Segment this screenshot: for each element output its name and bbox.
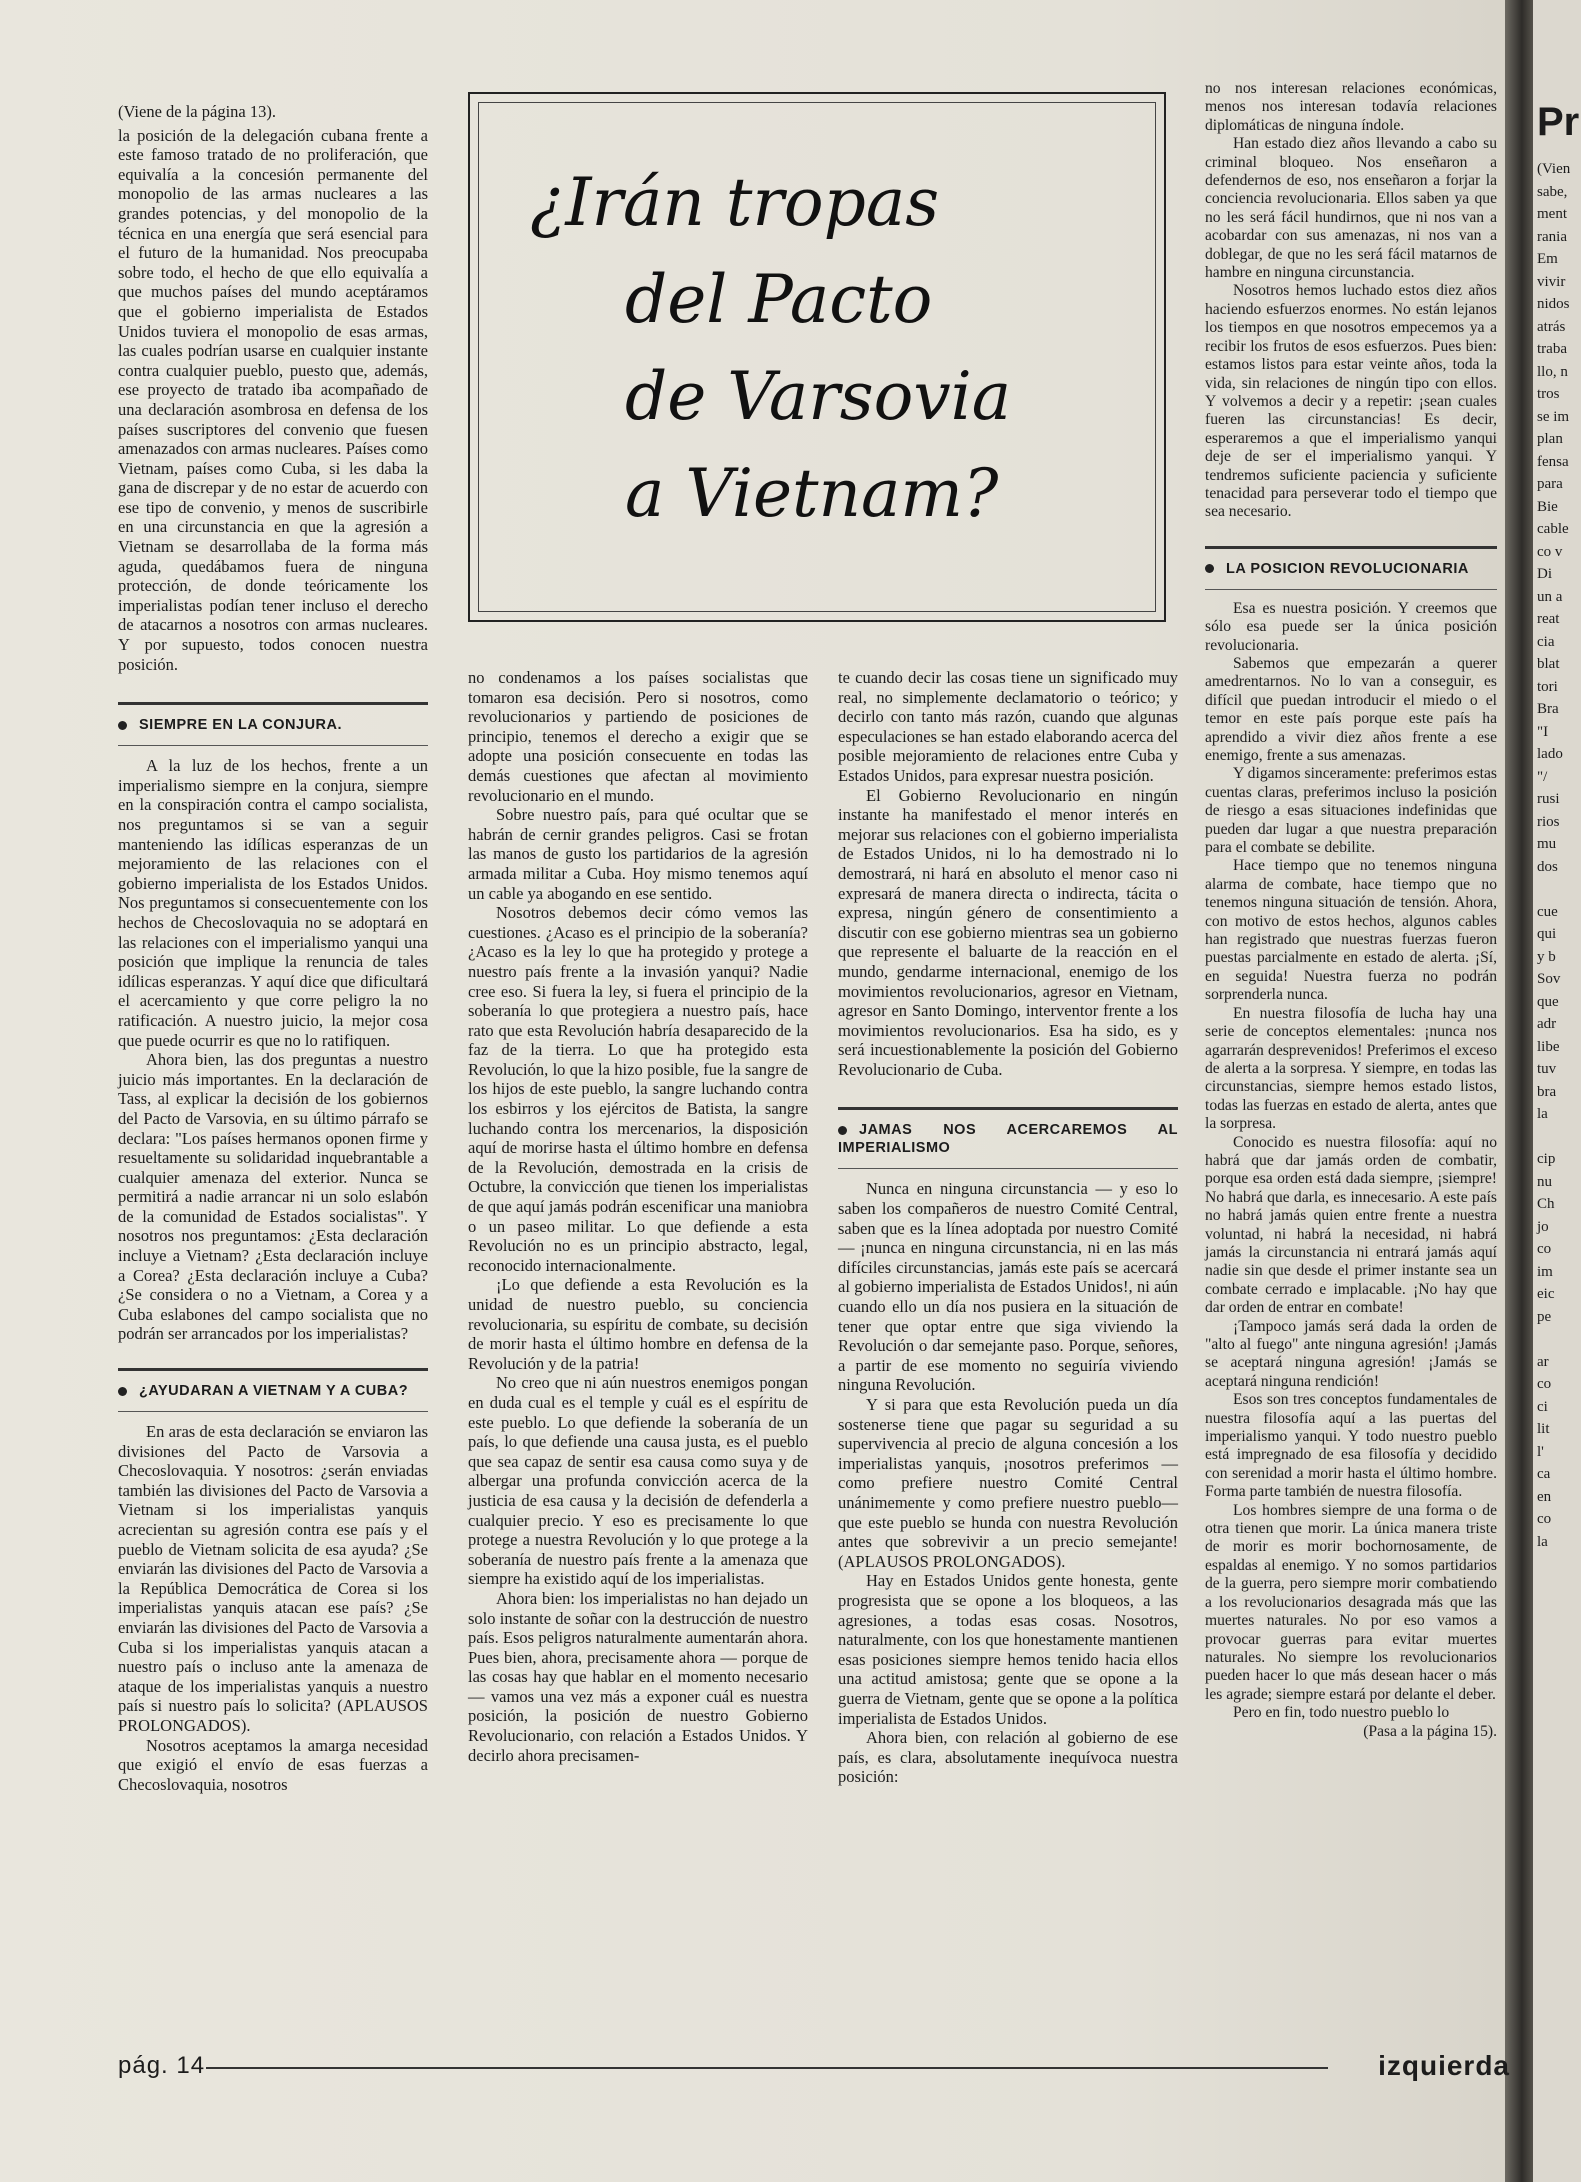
headline-box (468, 92, 1166, 622)
section-heading-posicion: LA POSICION REVOLUCIONARIA (1205, 560, 1497, 578)
continued-from-note: (Viene de la página 13). (118, 102, 276, 121)
paragraph: Nosotros hemos luchado estos diez años haciendo esfuerzos enormes. No están lejanos los tiempos en que nosotros empecemos ya a recibir los frutos de esos esfuerzos. Pues bien: estamos listos para estar veinte años, toda la vida, sin relaciones de ningún tipo con ellos. Y volvemos a decir y a repetir: ¡sean cuales fueren las circunstancias! Es decir, esperaremos a que el imperialismo yanqui deje de ser el imperialismo yanqui. Y tendremos suficiente paciencia y suficiente tenacidad para perseverar todo el tiempo que sea necesario. (1205, 282, 1497, 521)
paragraph: Esos son tres conceptos fundamentales de nuestra filosofía aquí a las puertas del imperialismo yanqui. Y todo nuestro pueblo está impregnado de esa filosofía y decidido con serenidad a morir hasta el último hombre. Forma parte también de nuestra filosofía. (1205, 1391, 1497, 1501)
paragraph: El Gobierno Revolucionario en ningún instante ha manifestado el menor interés en mejorar sus relaciones con el gobierno imperialista de Estados Unidos, ni lo ha demostrado ni lo demostrará, ni hará en absoluto el menor caso ni expresará de manera directa o indirecta, tácita o expresa, ningún género de consentimiento a discutir con ese gobierno mientras sea un gobierno que represente el baluarte de la reacción en el mundo, gendarme internacional, enemigo de los movimientos revolucionarios, agresor en Vietnam, agresor en Santo Domingo, interventor frente a los movimientos revolucionarios. Esa ha sido, es y será incuestionablemente la posición del Gobierno Revolucionario de Cuba. (838, 785, 1178, 1079)
column-4 (1205, 80, 1497, 1741)
footer-rule (206, 2067, 1328, 2069)
magazine-name: izquierda (1378, 2050, 1510, 2081)
paragraph: Han estado diez años llevando a cabo su criminal bloqueo. Nos enseñaron a defendernos de eso, nos enseñaron a forjar la conciencia revolucionaria. Ellos saben ya que no les será fácil hundirnos, que ni nos van a acobardar con sus amenazas, ni nos van a doblegar, de que no les será fácil matarnos de hambre en ninguna circunstancia. (1205, 135, 1497, 282)
paragraph: En nuestra filosofía de lucha hay una serie de conceptos elementales: ¡nunca nos agarrarán desprevenidos! Preferimos el exceso de alerta a la sorpresa. Y siempre, en todas las circunstancias, siempre hemos estado listos, todas las fuerzas en estado de alerta, antes que la sorpresa. (1205, 1004, 1497, 1133)
paragraph: ¡Lo que defiende a esta Revolución es la unidad de nuestro pueblo, su conciencia revolucionaria, su espíritu de combate, su decisión de morir hasta el último hombre en defensa de la Revolución y de la patria! (468, 1275, 808, 1373)
paragraph: Los hombres siempre de una forma o de otra tienen que morir. La única manera triste de morir es morir bochornosamente, de espaldas al enemigo. Y no somos partidarios de la guerra, pero siempre morir combatiendo a los revolucionarios desagrada más que las muertes naturales. No por eso vamos a provocar guerras para evitar muertes naturales. No siempre los revolucionarios pueden hacer lo que más desean hacer o más les agrade; siempre estará por delante el deber. (1205, 1501, 1497, 1703)
headline-line: ¿Irán tropas (530, 164, 940, 241)
paragraph: Y digamos sinceramente: preferimos estas cuentas claras, preferimos incluso la posición de riesgo a esas situaciones indefinidas que pueden dar lugar a que nuestra preparación para el combate se debilite. (1205, 765, 1497, 857)
paragraph: te cuando decir las cosas tiene un significado muy real, no simplemente declamatorio o teórico; y decirlo con tanto más razón, cuando que algunas especulaciones se han estado elaborando acerca del posible mejoramiento de relaciones entre Cuba y Estados Unidos, para expresar nuestra posición. (838, 668, 1178, 785)
bullet-icon (1205, 564, 1214, 573)
bullet-icon (118, 1387, 127, 1396)
paragraph: Pero en fin, todo nuestro pueblo lo (1233, 1704, 1450, 1722)
headline-line: del Pacto (625, 261, 933, 338)
continued-on-note: (Pasa a la página 15). (1363, 1722, 1497, 1740)
paragraph: Nunca en ninguna circunstancia — y eso lo saben los compañeros de nuestro Comité Central, saben que es la línea adoptada por nuestro Comité — ¡nunca en ninguna circunstancia, ni en las más difíciles circunstancias, jamás este país se acercará al gobierno imperialista de Estados Unidos!, ni aún cuando ello un día nos pusiera en la situación de tener que optar entre que siga viviendo la Revolución o dar semejante paso. Porque, señores, a partir de ese momento no seguiría viviendo ninguna Revolución. (838, 1179, 1178, 1395)
paragraph: no nos interesan relaciones económicas, menos nos interesan todavía relaciones diplomáticas de ninguna índole. (1205, 80, 1497, 134)
paragraph: Ahora bien, con relación al gobierno de ese país, es clara, absolutamente inequívoca nuestra posición: (838, 1728, 1178, 1787)
paragraph: Nosotros debemos decir cómo vemos las cuestiones. ¿Acaso es el principio de la soberanía? ¿Acaso es la ley lo que ha protegido y protege a nuestro país frente a la invasión yanqui? Nadie cree eso. Si fuera la ley, si fuera el principio de la soberanía lo que protegiera a nuestro país, hace rato que esta Revolución habría desaparecido de la faz de la tierra. Lo que ha protegido esta Revolución, lo que la hizo posible, fue la sangre de los hijos de este pueblo, la sangre luchando contra los esbirros y los ejércitos de Batista, la sangre luchando contra los mercenarios, la disposición aquí de morirse hasta el último hombre en defensa de la Revolución, demostrada en la crisis de Octubre, la convicción que tienen los imperialistas de que aquí jamás podrán escenificar una maniobra o un paseo militar. Lo que defiende a esta Revolución no es un principio abstracto, legal, reconocido internacionalmente. (468, 903, 808, 1275)
next-page-text-fragments: (Vien sabe, ment rania Em vivir nidos atrás traba llo, n tros se im plan fensa para Bie cable co v Di un a reat cia blat tori Bra "I lado "/ rusi rios mu dos cue qui y b Sov que adr libe tuv bra la cip nu Ch jo co im eic pe ar co ci lit l' ca en co la (1537, 161, 1571, 1550)
bullet-icon (118, 721, 127, 730)
paragraph: la posición de la delegación cubana frente a este famoso tratado de no proliferación, que equivalía a la concesión permanente del monopolio de las armas nucleares a las grandes potencias, y del monopolio de la técnica en una energía que será esencial para el futuro de la humanidad. Nos preocupaba sobre todo, el hecho de que ello equivalía a que muchos países del mundo aceptáramos que el gobierno imperialista de Estados Unidos tuviera el monopolio de esas armas, las cuales podrían usarse en cualquier instante contra cualquier pueblo, puesto que, además, ese proyecto de tratado iba acompañado de una declaración asombrosa en defensa de los países suscriptores del convenio que fuesen amenazados con armas nucleares. Países como Vietnam, países como Cuba, si les daba la gana de discrepar y de no estar de acuerdo con ese tipo de convenio, y menos de suscribirle en una circunstancia en que la agresión a Vietnam se desarrollaba de la forma más aguda, quedábamos fuera de ninguna protección, de donde teóricamente los imperialistas podían tener incluso el derecho de atacarnos a nosotros con armas nucleares. Y por supuesto, todos conocen nuestra posición. (118, 125, 428, 674)
column-2 (468, 668, 808, 1765)
column-1 (118, 102, 428, 1794)
paragraph: Nosotros aceptamos la amarga necesidad que exigió el envío de esas fuerzas a Checoslovaquia, nosotros (118, 1735, 428, 1794)
paragraph: ¡Tampoco jamás será dada la orden de "alto al fuego" ante ninguna agresión! ¡Jamás se aceptará ninguna agresión! ¡Jamás se aceptará ninguna rendición! (1205, 1317, 1497, 1390)
headline-line: de Varsovia (625, 358, 1012, 435)
next-page-edge (1533, 0, 1581, 2182)
paragraph: no condenamos a los países socialistas que tomaron esa decisión. Pero si nosotros, como revolucionarios y partiendo de posiciones de principio, tenemos el derecho a exigir que se adopte una posición consecuente en todas las demás cuestiones que afectan al movimiento revolucionario en el mundo. (468, 668, 808, 805)
section-heading-conjura: SIEMPRE EN LA CONJURA. (118, 716, 428, 734)
paragraph: Sabemos que empezarán a querer amedrentarnos. No lo van a conseguir, es difícil que puedan introducir el miedo o el temor en este país porque este país ha aprendido a vivir diez años frente a ese enemigo, frente a sus amenazas. (1205, 654, 1497, 764)
paragraph: Conocido es nuestra filosofía: aquí no habrá que dar jamás orden de combatir, porque esa orden está dada siempre, ¡siempre! No habrá que darla, es innecesario. A este país no habrá jamás quien entre frente a nuestra voluntad, ni habrá la necesidad, ni habrá jamás la circunstancia ni entrará jamás aquí nadie sin que desde el primer instante sea un combate cerrado e implacable. ¡No hay que dar orden de entrar en combate! (1205, 1133, 1497, 1317)
paragraph: Hace tiempo que no tenemos ninguna alarma de combate, hace tiempo que no tenemos ninguna situación de tensión. Ahora, con motivo de estos hechos, algunos cables han registrado que nuestras fuerzas fueron puestas parcialmente en estado de alerta. ¡Sí, en seguida! Nuestra fuerza no podrán sorprenderla nunca. (1205, 857, 1497, 1004)
paragraph: Hay en Estados Unidos gente honesta, gente progresista que se opone a los bloqueos, a las agresiones, a todas esas cosas. Nosotros, naturalmente, con los que honestamente mantienen esas posiciones siempre hemos tenido hacia ellos una actitud amistosa; gente que se opone a la guerra de Vietnam, gente que se opone a la política imperialista de Estados Unidos. (838, 1571, 1178, 1728)
page-number: pág. 14 (118, 2052, 206, 2079)
section-heading-jamas: JAMAS NOS ACERCAREMOS AL IMPERIALISMO (838, 1121, 1178, 1157)
page-binding-shadow (1505, 0, 1533, 2182)
paragraph: Esa es nuestra posición. Y creemos que sólo esa puede ser la única posición revolucionaria. (1205, 599, 1497, 654)
paragraph: En aras de esta declaración se enviaron las divisiones del Pacto de Varsovia a Checoslovaquia. Y nosotros: ¿serán enviadas también las divisiones del Pacto de Varsovia a Vietnam si los imperialistas yanquis acrecientan su agresión contra ese país y el pueblo de Vietnam solicita de esa ayuda? ¿Se enviarán las divisiones del Pacto de Varsovia a la República Democrática de Corea si los imperialistas yanquis atacan ese país? ¿Se enviarán las divisiones del Pacto de Varsovia a Cuba si los imperialistas yanquis atacan a nuestro país o incluso ante la amenaza de ataque de los imperialistas yanquis a nuestro país si nuestro país lo solicita? (APLAUSOS PROLONGADOS). (118, 1422, 428, 1735)
paragraph: No creo que ni aún nuestros enemigos pongan en duda cual es el temple y cuál es el espíritu de este pueblo. Lo que defiende la soberanía de un país, lo que defiende una causa justa, es el pueblo que sea capaz de sentir esa causa como suya y de albergar una profunda convicción acerca de la justicia de esa causa y la decisión de defenderla a cualquier precio. Y eso es precisamente lo que protege a nuestra Revolución y lo que protege a la soberanía de nuestro país frente a la amenaza que siempre ha existido aquí de los imperialistas. (468, 1373, 808, 1589)
next-page-title-fragment: Pr (1537, 100, 1580, 144)
headline (530, 154, 1130, 542)
paragraph: Sobre nuestro país, para qué ocultar que se habrán de cernir grandes peligros. Casi se frotan las manos de gusto los partidarios de la agresión armada militar a Cuba. Hoy mismo tenemos aquí un cable ya abogando en ese sentido. (468, 805, 808, 903)
bullet-icon (838, 1126, 847, 1135)
column-3 (838, 668, 1178, 1787)
paragraph: Ahora bien: los imperialistas no han dejado un solo instante de soñar con la destrucción de nuestro país. Esos peligros naturalmente aumentarán ahora. Pues bien, ahora, precisamente ahora — porque de las cosas hay que hablar en el momento necesario— vamos una vez más a exponer cuál es nuestra posición, la posición de nuestro Gobierno Revolucionario, con relación a Estados Unidos. Y decirlo ahora precisamen- (468, 1588, 808, 1765)
paragraph: Ahora bien, las dos preguntas a nuestro juicio más importantes. En la declaración de Tass, al explicar la decisión de los gobiernos del Pacto de Varsovia, en su último párrafo se declara: "Los países hermanos oponen firme y resueltamente su solidaridad inquebrantable a cualquier amenaza del exterior. Nunca se permitirá a nadie arrancar ni un solo eslabón de la comunidad de Estados socialistas". Y nosotros nos preguntamos: ¿Esta declaración incluye a Vietnam? ¿Esta declaración incluye a Corea? ¿Esta declaración incluye a Cuba? ¿Se considera o no a Vietnam, a Corea y a Cuba eslabones del campo socialista que no podrán ser arrancados por los imperialistas? (118, 1050, 428, 1344)
page-footer (118, 2052, 1538, 2092)
paragraph: A la luz de los hechos, frente a un imperialismo siempre en la conjura, siempre en la conspiración contra el campo socialista, nos preguntamos si se van a seguir manteniendo las idílicas esperanzas de un mejoramiento de las relaciones con el gobierno imperialista de los Estados Unidos. Nos preguntamos si consecuentemente con los hechos de Checoslovaquia no se adoptará en las relaciones con el imperialismo yanqui una posición que implique la renuncia de tales idílicas esperanzas. Y aquí dice que dificultará el acercamiento y que corre peligro la no ratificación. A nuestro juicio, la mejor cosa que puede ocurrir es que no lo ratifiquen. (118, 756, 428, 1050)
paragraph: Y si para que esta Revolución pueda un día sostenerse tiene que pagar su seguridad a su supervivencia al precio de alguna concesión a los imperialistas yanquis, ¡nosotros preferimos —como prefiere nuestro Comité Central unánimemente y como prefiere nuestro pueblo— que este pueblo se hunda con nuestra Revolución antes que sobrevivir a un precio semejante! (APLAUSOS PROLONGADOS). (838, 1395, 1178, 1571)
section-heading-ayudaran: ¿AYUDARAN A VIETNAM Y A CUBA? (118, 1382, 428, 1400)
headline-line: a Vietnam? (625, 455, 999, 532)
